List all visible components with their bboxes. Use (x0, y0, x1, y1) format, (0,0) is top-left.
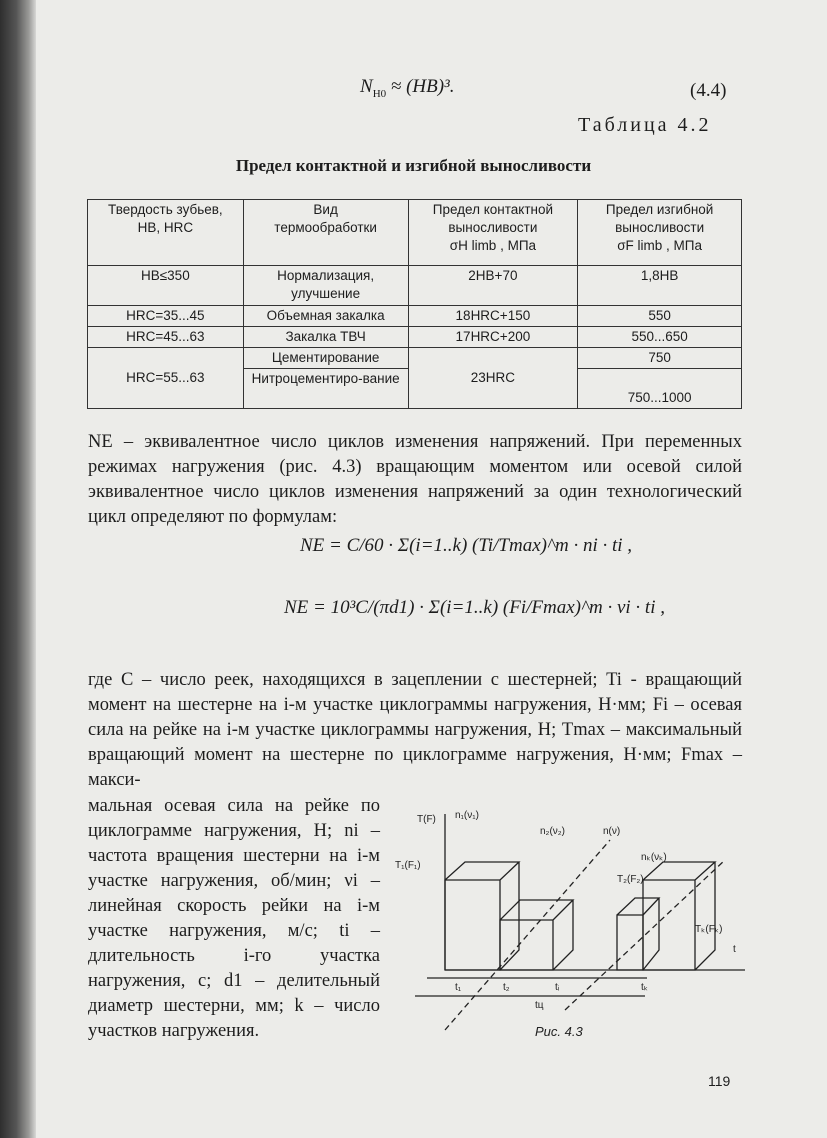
equation-number: (4.4) (690, 80, 727, 101)
table-row (88, 348, 742, 369)
endurance-limit-table (87, 199, 742, 409)
cell-contact: 2HB+70 (408, 266, 578, 306)
page-number: 119 (708, 1073, 731, 1089)
label-T2: T₂(F₂) (617, 874, 644, 885)
cell-contact: 18HRC+150 (408, 306, 578, 327)
cell-hardness: HB≤350 (88, 266, 244, 306)
table-row (88, 327, 742, 348)
label-T1: T₁(F₁) (395, 860, 421, 871)
cell-bending: 550 (578, 306, 742, 327)
cell-hardness: HRC=55...63 (88, 348, 244, 409)
figure-caption: Рис. 4.3 (535, 1024, 583, 1039)
cell-hardness: HRC=45...63 (88, 327, 244, 348)
header-hardness: Твердость зубьев, HB, HRC (88, 200, 244, 266)
cell-treatment: Нитроцементиро-вание (243, 369, 408, 409)
cell-bending: 550...650 (578, 327, 742, 348)
paragraph-variable-definitions: где C – число реек, находящихся в зацеплении с шестерней; Ti - вращающий момент на шестерне на i-м участке циклограммы нагружения, Н·мм; Fi – осевая сила на рейке на i-м участке циклограммы нагружения, Н; Tmax – максимальный вращающий момент на шестерне по циклограмме нагружения, Н·мм; Fmax – макси- (88, 670, 742, 790)
table-label: Таблица 4.2 (578, 114, 712, 136)
label-t1: t₁ (455, 982, 462, 993)
load-cyclogram-figure (395, 800, 755, 1050)
cell-hardness: HRC=35...45 (88, 306, 244, 327)
label-nk: nₖ(νₖ) (641, 852, 667, 863)
label-ti: tᵢ (555, 982, 560, 993)
paragraph-variable-definitions-cont: мальная осевая сила на рейке по циклограмме нагружения, Н; ni – частота вращения шестерни на i-м участке нагружения, об/мин; νi – линейная скорость рейки на i-м участке нагружения, м/с; ti – длительность i-го участка нагружения, с; d1 – делительный диаметр шестерни, мм; k – число участков нагружения. (88, 796, 380, 1041)
cell-bending: 750 (578, 348, 742, 369)
header-bending-limit: Предел изгибной выносливости σF limb , МПа (578, 200, 742, 266)
label-Tk: Tₖ(Fₖ) (695, 924, 723, 935)
label-tc: tц (535, 1000, 544, 1011)
cell-contact: 17HRC+200 (408, 327, 578, 348)
cell-contact: 23HRC (408, 348, 578, 409)
cell-treatment: Закалка ТВЧ (243, 327, 408, 348)
cell-treatment: Нормализация, улучшение (243, 266, 408, 306)
block-4 (643, 862, 715, 970)
formula-NE-torque: NE = C/60 · Σ(i=1..k) (Ti/Tmax)^m · ni · ti , (300, 535, 633, 556)
cell-bending: 750...1000 (578, 369, 742, 409)
header-contact-limit: Предел контактной выносливости σH limb , МПа (408, 200, 578, 266)
speed-trend-line (445, 840, 610, 1030)
axis-x-label: t (733, 944, 736, 955)
table-row (88, 266, 742, 306)
axis-y-label: T(F) (417, 814, 436, 825)
label-n: n(ν) (603, 826, 621, 837)
block-2 (500, 900, 573, 970)
paragraph-equivalent-cycles: NE – эквивалентное число циклов изменения напряжений. При переменных режимах нагружения (рис. 4.3) вращающим моментом или осевой силой эквивалентное число циклов изменения напряжений за один технологический цикл определяют по формулам: (88, 432, 742, 527)
formula-NE-force: NE = 10³C/(πd1) · Σ(i=1..k) (Fi/Fmax)^m · νi · ti , (284, 597, 665, 618)
label-n1: n₁(ν₁) (455, 810, 479, 821)
label-tk: tₖ (641, 982, 649, 993)
cell-treatment: Объемная закалка (243, 306, 408, 327)
cell-treatment: Цементирование (243, 348, 408, 369)
formula-4-4: $N_{H0} \approx (HB)^3$. (360, 76, 455, 100)
table-header-row (88, 200, 742, 266)
table-title: Предел контактной и изгибной выносливости (235, 156, 592, 175)
label-n2: n₂(ν₂) (540, 826, 565, 837)
cell-bending: 1,8HB (578, 266, 742, 306)
header-treatment: Вид термообработки (243, 200, 408, 266)
label-t2: t₂ (503, 982, 510, 993)
table-row (88, 306, 742, 327)
block-3 (617, 898, 659, 970)
block-1 (445, 862, 519, 970)
